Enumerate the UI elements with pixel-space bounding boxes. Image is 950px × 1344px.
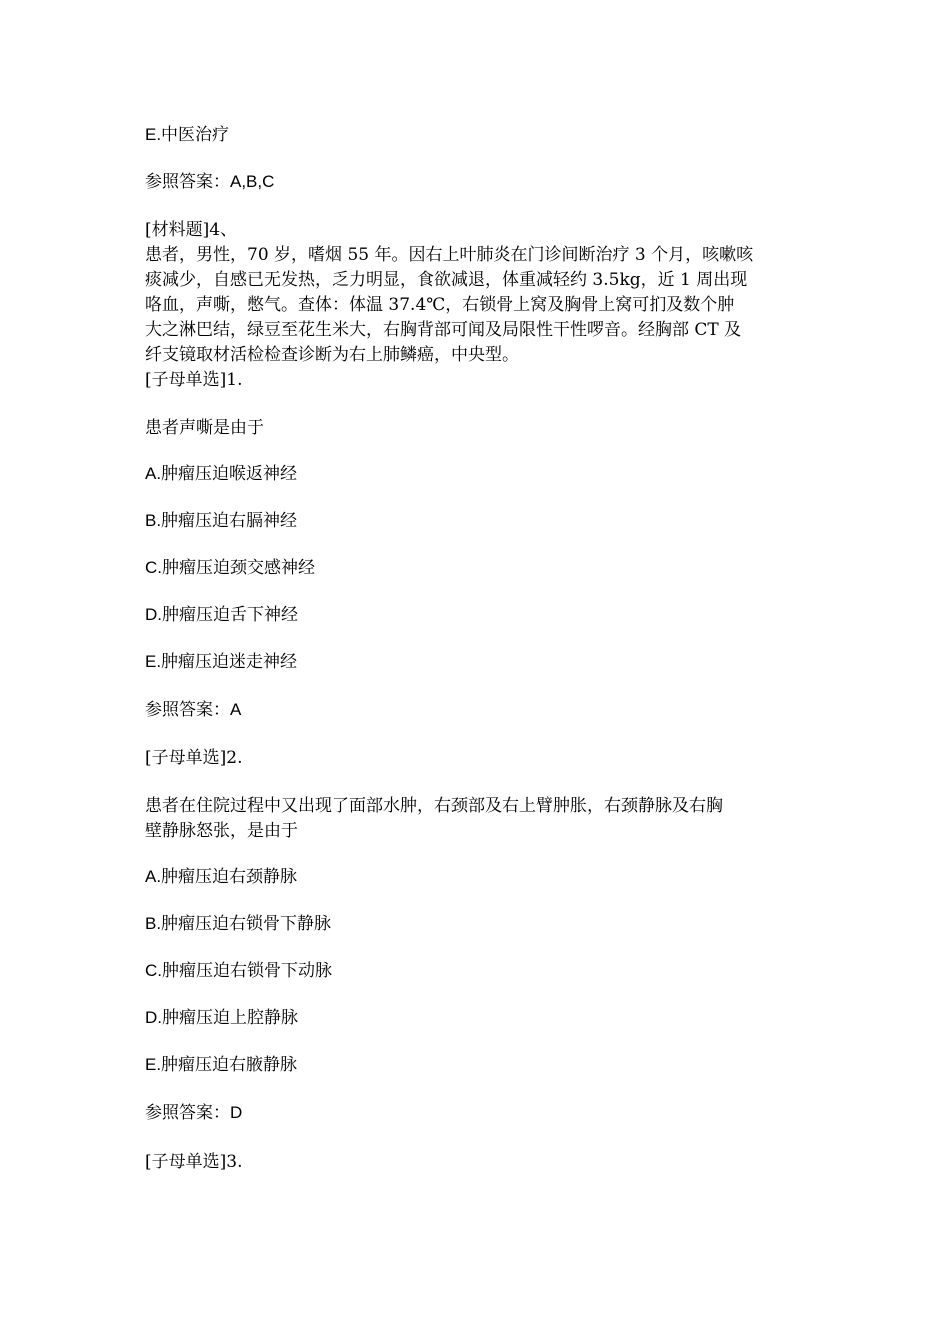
q1-option-a: A.肿瘤压迫喉返神经 — [145, 464, 298, 483]
q1-option-b: B.肿瘤压迫右膈神经 — [145, 511, 298, 530]
q2-option-e: E.肿瘤压迫右腋静脉 — [145, 1055, 298, 1074]
q1-header: [子母单选]1. — [145, 370, 243, 390]
q1-stem: 患者声嘶是由于 — [145, 418, 264, 438]
material-line: 纤支镜取材活检检查诊断为右上肺鳞癌，中央型。 — [145, 345, 519, 365]
q1-option-c: C.肿瘤压迫颈交感神经 — [145, 558, 315, 577]
q1-option-e: E.肿瘤压迫迷走神经 — [145, 652, 298, 671]
q2-answer: 参照答案：D — [145, 1103, 243, 1122]
q2-header: [子母单选]2. — [145, 748, 243, 768]
material-line: 咯血，声嘶，憋气。查体：体温 37.4℃，右锁骨上窝及胸骨上窝可扪及数个肿 — [145, 295, 735, 315]
material-line: 大之淋巴结，绿豆至花生米大，右胸背部可闻及局限性干性啰音。经胸部 CT 及 — [145, 320, 742, 340]
material-header: [材料题]4、 — [145, 220, 238, 240]
material-line: 患者，男性，70 岁，嗜烟 55 年。因右上叶肺炎在门诊间断治疗 3 个月，咳嗽咳 — [145, 245, 754, 265]
material-line: 痰减少，自感已无发热，乏力明显，食欲减退，体重减轻约 3.5kg，近 1 周出现 — [145, 270, 748, 290]
prev-answer: 参照答案：A,B,C — [145, 172, 275, 191]
q2-option-a: A.肿瘤压迫右颈静脉 — [145, 867, 298, 886]
q1-option-d: D.肿瘤压迫舌下神经 — [145, 605, 298, 624]
q2-option-b: B.肿瘤压迫右锁骨下静脉 — [145, 914, 332, 933]
q2-option-d: D.肿瘤压迫上腔静脉 — [145, 1008, 298, 1027]
q3-header: [子母单选]3. — [145, 1152, 243, 1172]
q1-answer: 参照答案：A — [145, 700, 242, 719]
q2-stem-line: 壁静脉怒张，是由于 — [145, 821, 298, 841]
q2-option-c: C.肿瘤压迫右锁骨下动脉 — [145, 961, 332, 980]
prev-option-e: E.中医治疗 — [145, 125, 230, 144]
q2-stem-line: 患者在住院过程中又出现了面部水肿，右颈部及右上臂肿胀，右颈静脉及右胸 — [145, 796, 723, 816]
